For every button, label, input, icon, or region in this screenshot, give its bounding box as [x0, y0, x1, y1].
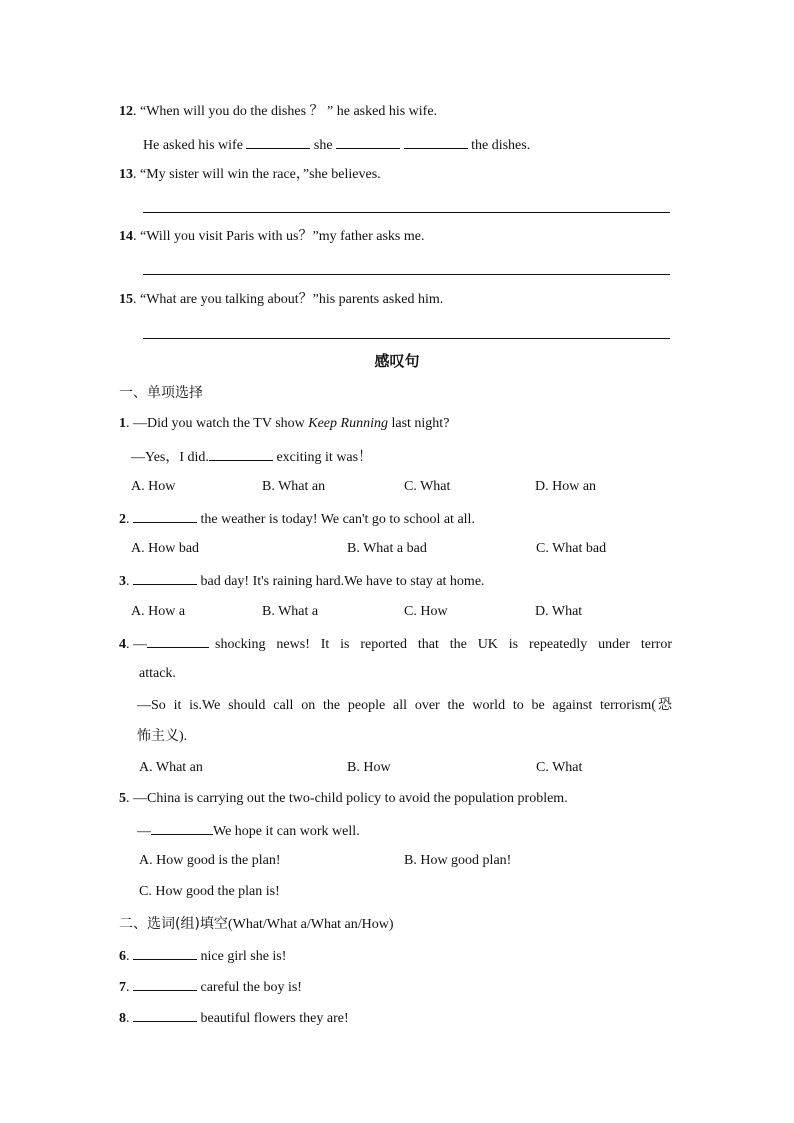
option-c[interactable]: C. What: [404, 479, 451, 494]
mc-question-4-reply: [137, 695, 672, 716]
part-2-heading-en: (What/What a/What an/How): [227, 917, 394, 932]
option-a[interactable]: A. What an: [139, 760, 203, 775]
question-text: . —: [126, 637, 147, 652]
answer-blank[interactable]: [133, 1007, 197, 1022]
mc-question-4-reply-cont: [137, 726, 187, 747]
answer-blank[interactable]: [133, 570, 197, 585]
question-number: 3: [119, 574, 126, 589]
question-number: 7: [119, 980, 126, 995]
question-text: bad day! It's raining hard.We have to stay at home.: [197, 574, 485, 589]
mc-question-1: [119, 414, 449, 434]
question-15: [119, 290, 443, 310]
option-a[interactable]: A. How bad: [131, 541, 200, 556]
reply-text-cn: 怖主义: [137, 728, 179, 744]
reply-text: ).: [179, 729, 188, 744]
question-number: 14: [119, 229, 133, 244]
part-2-heading-cn: 二、选词(组)填空: [119, 916, 228, 932]
question-text: . —Did you watch the TV show: [126, 416, 309, 431]
question-number: 8: [119, 1011, 126, 1026]
answer-blank[interactable]: [133, 976, 197, 991]
option-d[interactable]: D. How an: [535, 479, 597, 494]
option-c[interactable]: C. How good the plan is!: [139, 884, 280, 899]
option-b[interactable]: B. How good plan!: [404, 853, 512, 868]
part-1-heading: 一、单项选择: [119, 385, 203, 401]
answer-blank[interactable]: [133, 508, 197, 523]
fill-question-6: 6. nice girl she is!: [119, 945, 286, 967]
answer-text: she: [313, 138, 333, 153]
answer-blank[interactable]: [404, 134, 468, 149]
option-b[interactable]: B. What a: [262, 604, 319, 619]
option-a[interactable]: A. How good is the plan!: [139, 853, 281, 868]
option-b[interactable]: B. What a bad: [347, 541, 427, 556]
question-number: 6: [119, 949, 126, 964]
question-text: shocking news! It is reported that the UK is repeatedly under terror: [215, 637, 672, 652]
reply-text: —: [137, 824, 151, 839]
answer-text: He asked his wife: [143, 138, 243, 153]
question-text: . “What are you talking about？”his parents asked him.: [133, 292, 444, 307]
mc-question-5-reply: [137, 820, 360, 842]
answer-blank[interactable]: [336, 134, 400, 149]
question-text: careful the boy is!: [197, 980, 302, 995]
mc-question-5: [119, 789, 568, 809]
question-number: 13: [119, 167, 133, 182]
question-number: 1: [119, 416, 126, 431]
answer-line[interactable]: [143, 212, 670, 213]
answer-line[interactable]: [143, 338, 670, 339]
option-d[interactable]: D. What: [535, 604, 583, 619]
answer-line[interactable]: [143, 274, 670, 275]
fill-question-7: 7. careful the boy is!: [119, 976, 302, 998]
mc-question-4: [119, 633, 672, 655]
reply-text-cn: 恐: [658, 697, 672, 713]
question-text: the weather is today! We can't go to school at all.: [197, 512, 475, 527]
question-number: 12: [119, 104, 133, 119]
option-b[interactable]: B. How: [347, 760, 391, 775]
part-2-heading: [119, 914, 394, 935]
fill-question-8: 8. beautiful flowers they are!: [119, 1007, 349, 1029]
reply-text: exciting it was！: [272, 450, 373, 465]
question-text: last night?: [387, 416, 450, 431]
question-number: 2: [119, 512, 126, 527]
mc-question-4-cont: attack.: [139, 666, 176, 681]
option-a[interactable]: A. How: [131, 479, 176, 494]
question-text: . “Will you visit Paris with us？”my father asks me.: [133, 229, 425, 244]
question-14: [119, 227, 424, 247]
question-text: nice girl she is!: [197, 949, 287, 964]
option-c[interactable]: C. How: [404, 604, 448, 619]
answer-blank[interactable]: [209, 446, 273, 461]
mc-question-3: 3. bad day! It's raining hard.We have to stay at home.: [119, 570, 485, 592]
reply-text: —Yes，I did.: [131, 450, 209, 465]
question-text: . —China is carrying out the two-child policy to avoid the population problem.: [126, 791, 568, 806]
answer-text: the dishes.: [471, 138, 531, 153]
question-number: 15: [119, 292, 133, 307]
question-12-answer-line: [143, 134, 530, 156]
answer-blank[interactable]: [133, 945, 197, 960]
option-a[interactable]: A. How a: [131, 604, 186, 619]
answer-blank[interactable]: [147, 633, 209, 648]
question-number: 4: [119, 637, 126, 652]
question-number: 5: [119, 791, 126, 806]
answer-blank[interactable]: [246, 134, 310, 149]
section-title: 感叹句: [374, 352, 420, 370]
question-text: . “My sister will win the race，”she believes.: [133, 167, 381, 182]
question-13: [119, 165, 381, 185]
question-text: beautiful flowers they are!: [197, 1011, 349, 1026]
question-12: [119, 102, 437, 122]
mc-question-2: 2. the weather is today! We can't go to school at all.: [119, 508, 475, 530]
answer-blank[interactable]: [151, 820, 213, 835]
option-c[interactable]: C. What: [536, 760, 583, 775]
option-b[interactable]: B. What an: [262, 479, 326, 494]
reply-text: —So it is.We should call on the people all over the world to be against terrorism(: [137, 698, 656, 713]
question-text: . “When will you do the dishes ？ ” he asked his wife.: [133, 104, 438, 119]
option-c[interactable]: C. What bad: [536, 541, 607, 556]
reply-text: We hope it can work well.: [213, 824, 360, 839]
mc-question-1-reply: [131, 446, 372, 468]
show-title: Keep Running: [308, 416, 388, 431]
